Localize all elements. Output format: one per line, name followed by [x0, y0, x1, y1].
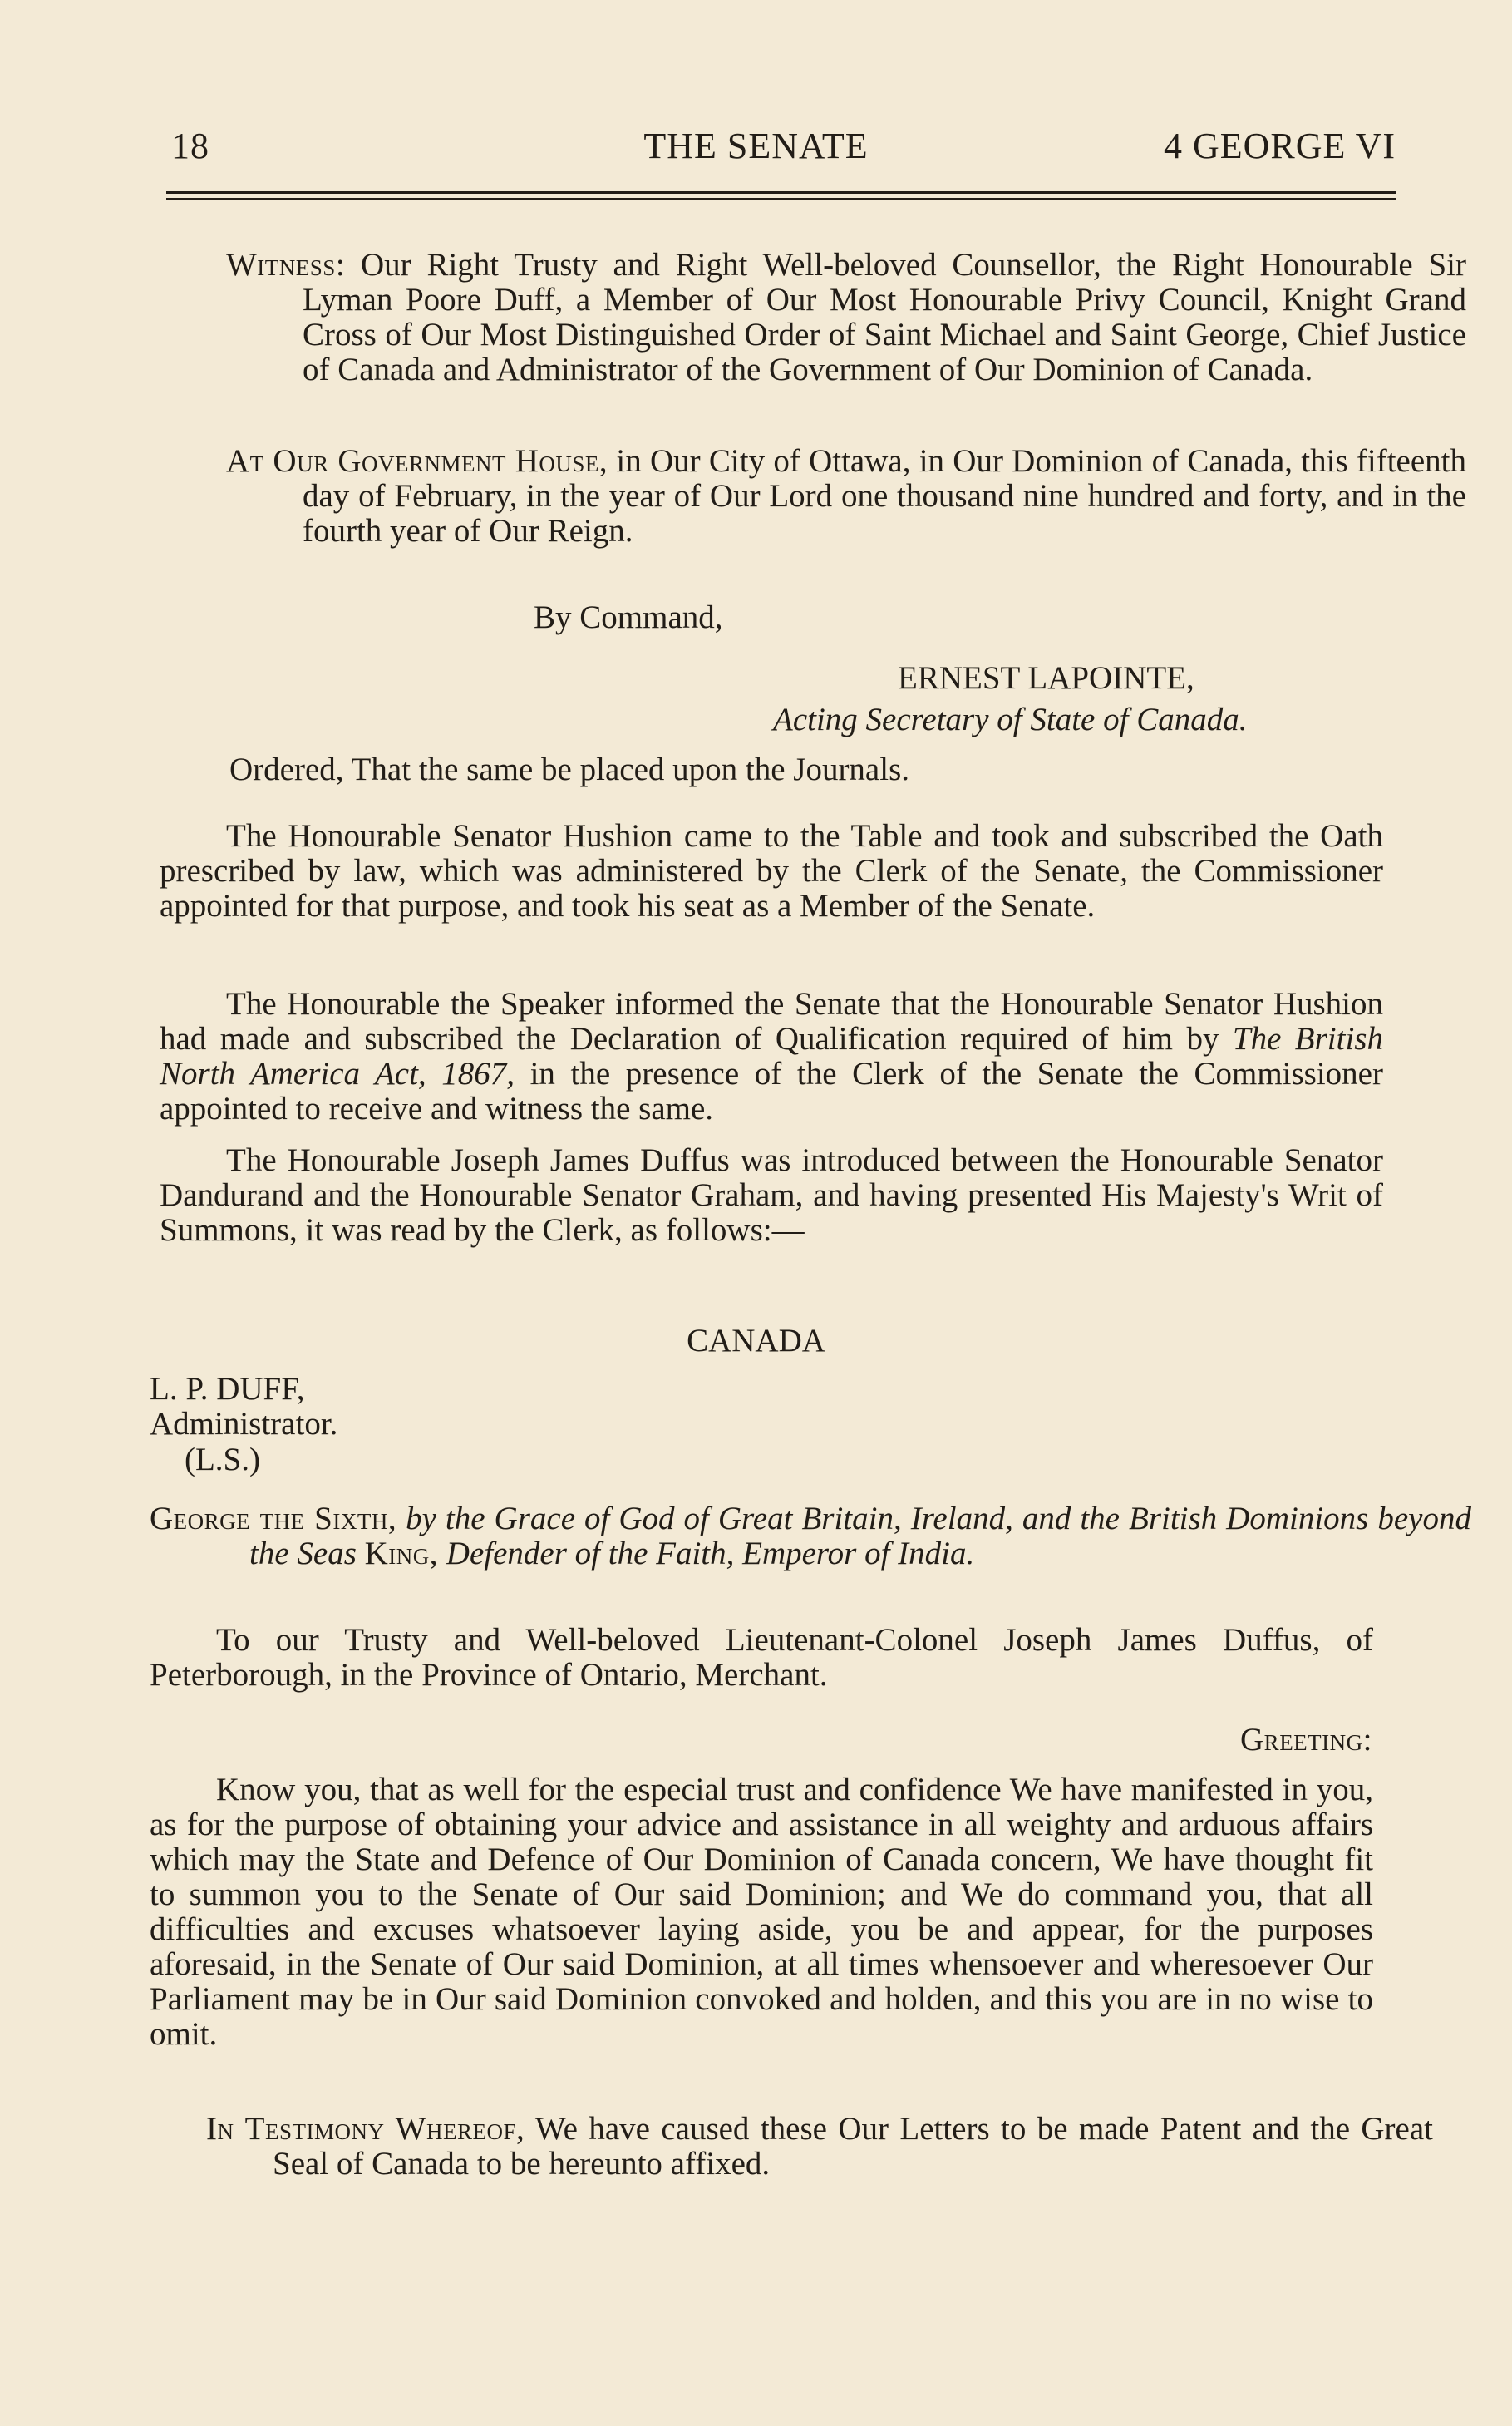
administrator-title: Administrator. [150, 1406, 338, 1442]
sovereign-style [150, 1501, 1471, 1571]
witness-paragraph [226, 248, 1466, 387]
ordered-paragraph: Ordered, That the same be placed upon the Journals. [229, 752, 910, 787]
writ-body: Know you, that as well for the especial trust and confidence We have manifested in you, as for the purpose of obtaining your advice and assistance in all weighty and arduous affairs which may the State and Defence of Our Dominion of Canada concern, We have thought fit to summon you to the Senate of Our said Dominion; and We do command you, that all difficulties and excuses whatsoever laying aside, you be and appear, for the purposes aforesaid, in the Senate of Our said Dominion, at all times whensoever and wheresoever Our Parliament may be in Our said Dominion convoked and holden, and this you are in no wise to omit. [150, 1772, 1373, 2052]
addressee-paragraph: To our Trusty and Well-beloved Lieutenant-Colonel Joseph James Duffus, of Peterborough, in the Province of Ontario, Merchant. [150, 1622, 1373, 1693]
duffus-introduction-paragraph: The Honourable Joseph James Duffus was introduced between the Honourable Senator Dandurand and the Honourable Senator Graham, and having presented His Majesty's Writ of Summons, it was read by the Clerk, as follows:— [160, 1142, 1383, 1248]
regnal-year: 4 GEORGE VI [1163, 126, 1396, 166]
witness-label: Witness: [226, 247, 346, 283]
sovereign-style-2: Defender of the Faith, Emperor of India. [438, 1536, 975, 1571]
seal-mark: (L.S.) [185, 1442, 260, 1477]
signatory-name: ERNEST LAPOINTE, [898, 660, 1194, 696]
testimony-paragraph [206, 2112, 1433, 2182]
header-rule-top [166, 191, 1396, 194]
witness-text: Our Right Trusty and Right Well-beloved Counsellor, the Right Honourable Sir Lyman Poore Duff, a Member of Our Most Honourable Privy Council, Knight Grand Cross of Our Most Distinguished Order of Saint Michael and Saint George, Chief Justice of Canada and Administrator of the Government of Our Dominion of Canada. [303, 247, 1466, 387]
government-house-label: At Our Government House, [226, 443, 608, 479]
sovereign-label: George the Sixth, [150, 1501, 397, 1536]
administrator-name: L. P. DUFF, [150, 1371, 305, 1407]
running-title: THE SENATE [643, 126, 869, 166]
speaker-text-before: The Honourable the Speaker informed the Senate that the Honourable Senator Hushion had made and subscribed the Declaration of Qualification required of him by [160, 986, 1383, 1057]
government-house-text: in Our City of Ottawa, in Our Dominion of Canada, this fifteenth day of February, in the year of Our Lord one thousand nine hundred and forty, and in the fourth year of Our Reign. [303, 443, 1466, 549]
testimony-label: In Testimony Whereof, [206, 2111, 525, 2147]
testimony-text: We have caused these Our Letters to be made Patent and the Great Seal of Canada to be hereunto affixed. [273, 2111, 1434, 2182]
government-house-paragraph [226, 444, 1466, 549]
act-title: The British North America Act, 1867, [160, 1021, 1383, 1092]
writ-heading: CANADA [687, 1323, 825, 1358]
hushion-oath-paragraph: The Honourable Senator Hushion came to the Table and took and subscribed the Oath prescribed by law, which was administered by the Clerk of the Senate, the Commissioner appointed for that purpose, and took his seat as a Member of the Senate. [160, 818, 1383, 924]
by-command: By Command, [534, 599, 723, 635]
header-rule-bottom [166, 198, 1396, 200]
page-number: 18 [171, 126, 209, 166]
speaker-paragraph [160, 987, 1383, 1127]
signatory-title: Acting Secretary of State of Canada. [773, 702, 1248, 737]
speaker-text-after: in the presence of the Clerk of the Senate the Commissioner appointed to receive and witness the same. [160, 1056, 1383, 1127]
sovereign-style-1: by the Grace of God of Great Britain, Ireland, and the British Dominions beyond the Seas [249, 1501, 1471, 1571]
king-label: King, [364, 1536, 439, 1571]
greeting: Greeting: [1240, 1722, 1372, 1758]
